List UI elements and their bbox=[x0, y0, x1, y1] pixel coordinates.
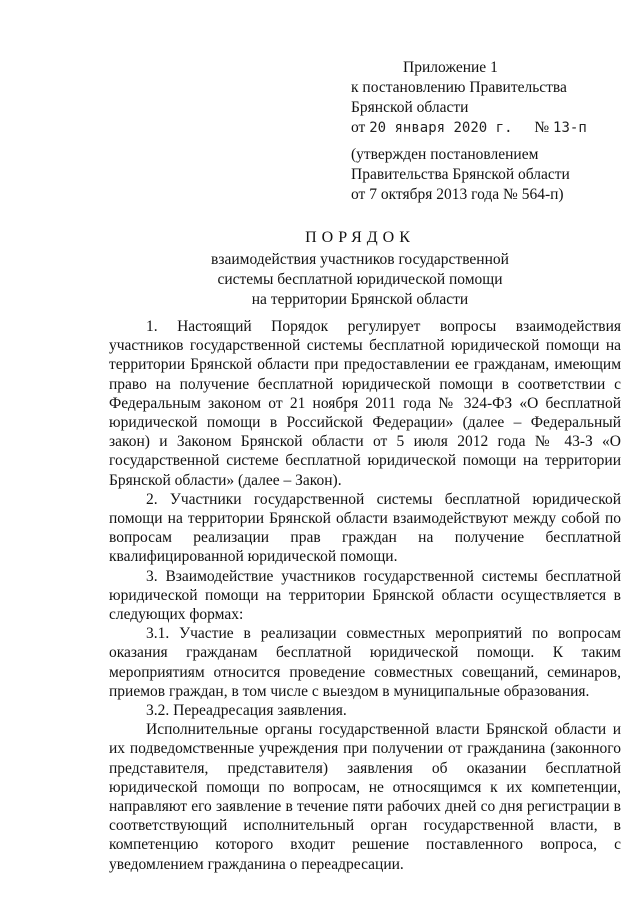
title-main: ПОРЯДОК bbox=[305, 229, 415, 246]
appendix-region: Брянской области bbox=[351, 99, 469, 116]
approved-line-1: (утвержден постановлением bbox=[351, 146, 539, 163]
approved-line-3: от 7 октября 2013 года № 564-п) bbox=[351, 186, 564, 203]
title-line-1: взаимодействия участников государственной bbox=[211, 251, 509, 268]
resolution-date: 20 января 2020 г. bbox=[369, 120, 513, 136]
paragraph-3-2-text: Исполнительные органы государственной власти Брянской области и их подведомственные учреждения при получении от гражданина (законного представителя, представителя) заявления об оказании бесплатной юридической помощи по вопросам, не относящимся к их компетенции, направляют его заявление в течение пяти рабочих дней со дня регистрации в соответствующий исполнительный орган государственной власти, в компетенцию которого входит решение поставленного вопроса, с уведомлением гражданина о переадресации. bbox=[109, 721, 621, 873]
approved-note bbox=[351, 145, 621, 205]
appendix-header bbox=[351, 58, 621, 138]
appendix-reference: к постановлению Правительства bbox=[351, 79, 567, 96]
document-title bbox=[110, 228, 610, 310]
document-body bbox=[109, 317, 621, 874]
appendix-title: Приложение 1 bbox=[403, 59, 498, 76]
approved-line-2: Правительства Брянской области bbox=[351, 166, 570, 183]
appendix-date-line bbox=[351, 118, 621, 138]
resolution-number: 13-п bbox=[553, 120, 587, 136]
paragraph-3-1: 3.1. Участие в реализации совместных мероприятий по вопросам оказания гражданам бесплатной юридической помощи. К таким мероприятиям относится проведение совместных совещаний, семинаров, приемов граждан, в том числе с выездом в муниципальные образования. bbox=[109, 625, 621, 700]
paragraph-3-2: 3.2. Переадресация заявления. bbox=[146, 702, 347, 720]
date-prefix: от bbox=[351, 119, 366, 136]
title-line-2: системы бесплатной юридической помощи bbox=[217, 271, 503, 288]
paragraph-1: 1. Настоящий Порядок регулирует вопросы взаимодействия участников государственной системы бесплатной юридической помощи на территории Брянской области при предоставлении ее гражданам, имеющим право на получение бесплатной юридической помощи в соответствии с Федеральным законом от 21 ноября 2011 года № 324-ФЗ «О бесплатной юридической помощи в Российской Федерации» (далее – Федеральный закон) и Законом Брянской области от 5 июля 2012 года № 43-З «О государственной системе бесплатной юридической помощи на территории Брянской области» (далее – Закон). bbox=[109, 318, 621, 489]
paragraph-2: 2. Участники государственной системы бесплатной юридической помощи на территории Брянской области взаимодействуют между собой по вопросам реализации прав граждан на получение бесплатной квалифицированной юридической помощи. bbox=[109, 490, 621, 566]
paragraph-3: 3. Взаимодействие участников государственной системы бесплатной юридической помощи на территории Брянской области осуществляется в следующих формах: bbox=[109, 567, 621, 624]
title-line-3: на территории Брянской области bbox=[251, 291, 469, 308]
number-prefix: № bbox=[534, 119, 550, 136]
